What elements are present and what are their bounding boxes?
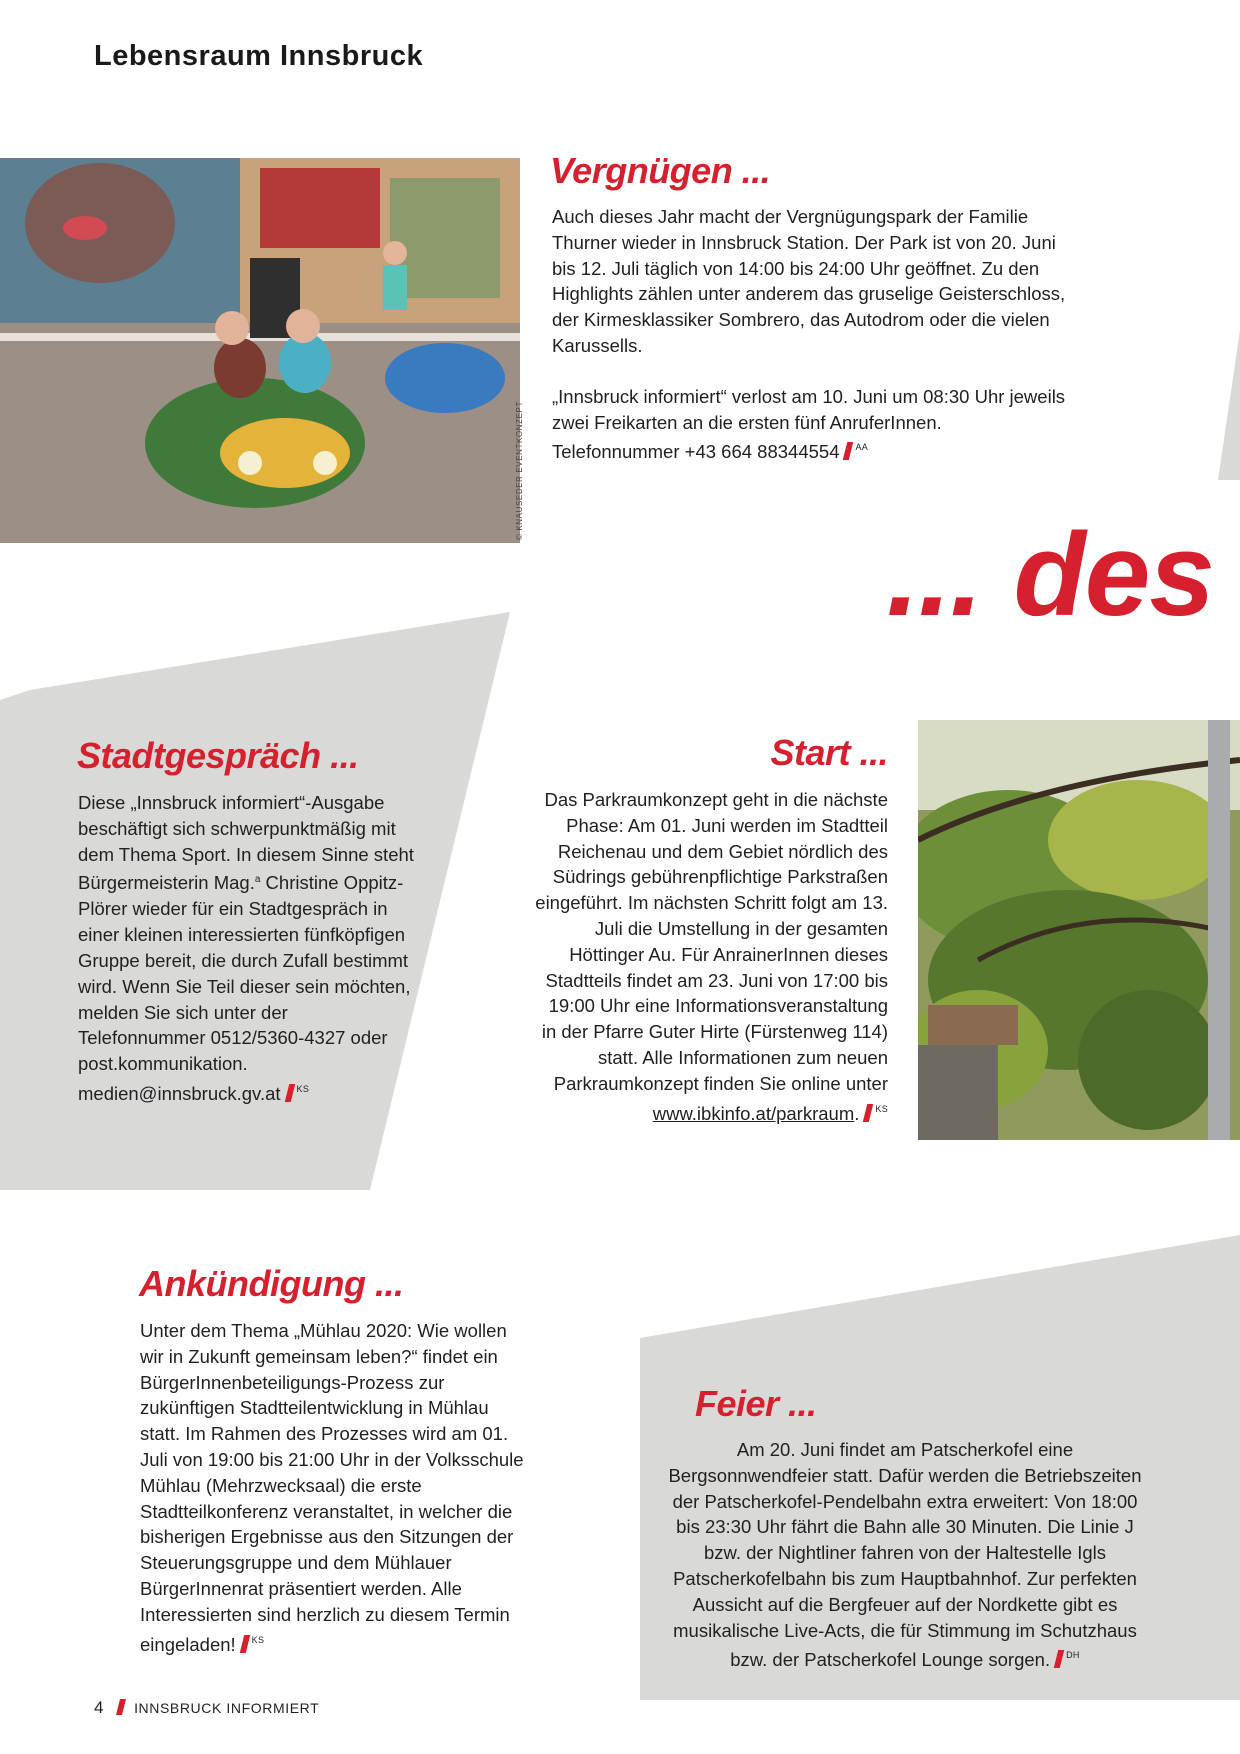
author-initials: KS [251,1634,265,1645]
page-number: 4 [94,1698,105,1717]
parkraum-link[interactable]: www.ibkinfo.at/parkraum [652,1102,855,1124]
bumper-car-photo [0,158,520,543]
tree-photo [918,720,1240,1140]
start-heading: Start ... [770,732,888,773]
start-text [530,787,888,1126]
author-initials: KS [875,1103,888,1114]
feier-text [666,1437,1144,1673]
start-link-suffix: . [854,1102,860,1124]
ankuendigung-heading: Ankündigung ... [139,1263,404,1304]
ankuendigung-text [140,1318,528,1657]
red-slash-icon [863,1104,873,1122]
ankuendigung-paragraph [140,1318,528,1657]
red-slash-icon [1054,1650,1064,1668]
photo-credit: © KNAUSEDER EVENTKONZEPT [515,401,524,540]
stadtgespraech-heading: Stadtgespräch ... [77,735,359,776]
vergnuegen-paragraph-2-text: „Innsbruck informiert“ verlost am 10. Juni um 08:30 Uhr jeweils zwei Freikarten an die ersten fünf AnruferInnen. Telefonnummer +43 664 88344554 [552,385,1066,463]
big-word-des: ... des [886,509,1214,641]
author-initials: DH [1066,1650,1080,1661]
red-slash-icon [284,1084,294,1102]
feier-paragraph [666,1437,1144,1673]
author-initials: AA [855,442,869,453]
stadtgespraech-text-before: Diese „Innsbruck informiert“-Ausgabe beschäftigt sich schwerpunktmäßig mit dem Thema Sport. In diesem Sinne steht Bürgermeisterin Mag. [78,792,414,894]
superscript-a: a [254,874,261,886]
red-slash-icon [843,442,853,460]
stadtgespraech-paragraph [78,790,418,1107]
stadtgespraech-text [78,790,418,1107]
stadtgespraech-text-after: Christine Oppitz-Plörer wieder für ein Stadtgespräch in einer kleinen interessierten fünfköpfigen Gruppe bereit, die durch Zufall bestimmt wird. Wenn Sie Teil dieser sein möchten, melden Sie sich unter der Telefonnummer 0512/5360-4327 oder post.kommunikation. medien@innsbruck.gv.at [78,872,411,1104]
start-paragraph-text: Das Parkraumkonzept geht in die nächste Phase: Am 01. Juni werden im Stadtteil Reichenau und dem Gebiet nördlich des Südrings gebührenpflichtige Parkstraßen eingeführt. Im nächsten Schritt folgt am 13. Juli die Umstellung in der gesamten Höttinger Au. Für AnrainerInnen dieses Stadtteils findet am 23. Juni von 17:00 bis 19:00 Uhr eine Informationsveranstaltung in der Pfarre Guter Hirte (Fürstenweg 114) statt. Alle Informationen zum neuen Parkraumkonzept finden Sie online unter [535,789,888,1094]
feier-heading: Feier ... [695,1383,817,1424]
red-slash-icon [116,1699,126,1715]
vergnuegen-paragraph-2 [552,384,1072,465]
page-footer [94,1698,319,1718]
author-initials: KS [296,1083,310,1094]
red-slash-icon [239,1635,249,1653]
vergnuegen-text [552,204,1072,465]
publication-name: INNSBRUCK INFORMIERT [134,1700,320,1716]
start-paragraph [530,787,888,1126]
section-title: Lebensraum Innsbruck [94,40,424,72]
right-edge-panel [1218,330,1240,480]
ankuendigung-paragraph-text: Unter dem Thema „Mühlau 2020: Wie wollen wir in Zukunft gemeinsam leben?“ findet ein BürgerInnenbeteiligungs-Prozess zur zukünftigen Stadtteilentwicklung in Mühlau statt. Im Rahmen des Prozesses wird am 01. Juli von 19:00 bis 21:00 Uhr in der Volksschule Mühlau (Mehrzwecksaal) die erste Stadtteilkonferenz veranstaltet, in welcher die bisherigen Ergebnisse aus den Sitzungen der Steuerungsgruppe und dem Mühlauer BürgerInnenrat präsentiert werden. Alle Interessierten sind herzlich zu diesem Termin eingeladen! [140,1320,524,1655]
feier-paragraph-text: Am 20. Juni findet am Patscherkofel eine Bergsonnwendfeier statt. Dafür werden die Betriebszeiten der Patscherkofel-Pendelbahn extra erweitert: Von 18:00 bis 23:30 Uhr fährt die Bahn alle 30 Minuten. Die Linie J bzw. der Nightliner fahren von der Haltestelle Igls Patscherkofelbahn bis zum Hauptbahnhof. Zur perfekten Aussicht auf die Bergfeuer auf der Nordkette gibt es musikalische Live-Acts, die für Stimmung im Schutzhaus bzw. der Patscherkofel Lounge sorgen. [668,1439,1142,1671]
vergnuegen-heading: Vergnügen ... [550,150,771,191]
vergnuegen-paragraph-1: Auch dieses Jahr macht der Vergnügungspark der Familie Thurner wieder in Innsbruck Station. Der Park ist von 20. Juni bis 12. Juli täglich von 14:00 bis 24:00 Uhr geöffnet. Zu den Highlights zählen unter anderem das gruselige Geisterschloss, der Kirmesklassiker Sombrero, das Autodrom oder die vielen Karussells. [552,206,1066,356]
